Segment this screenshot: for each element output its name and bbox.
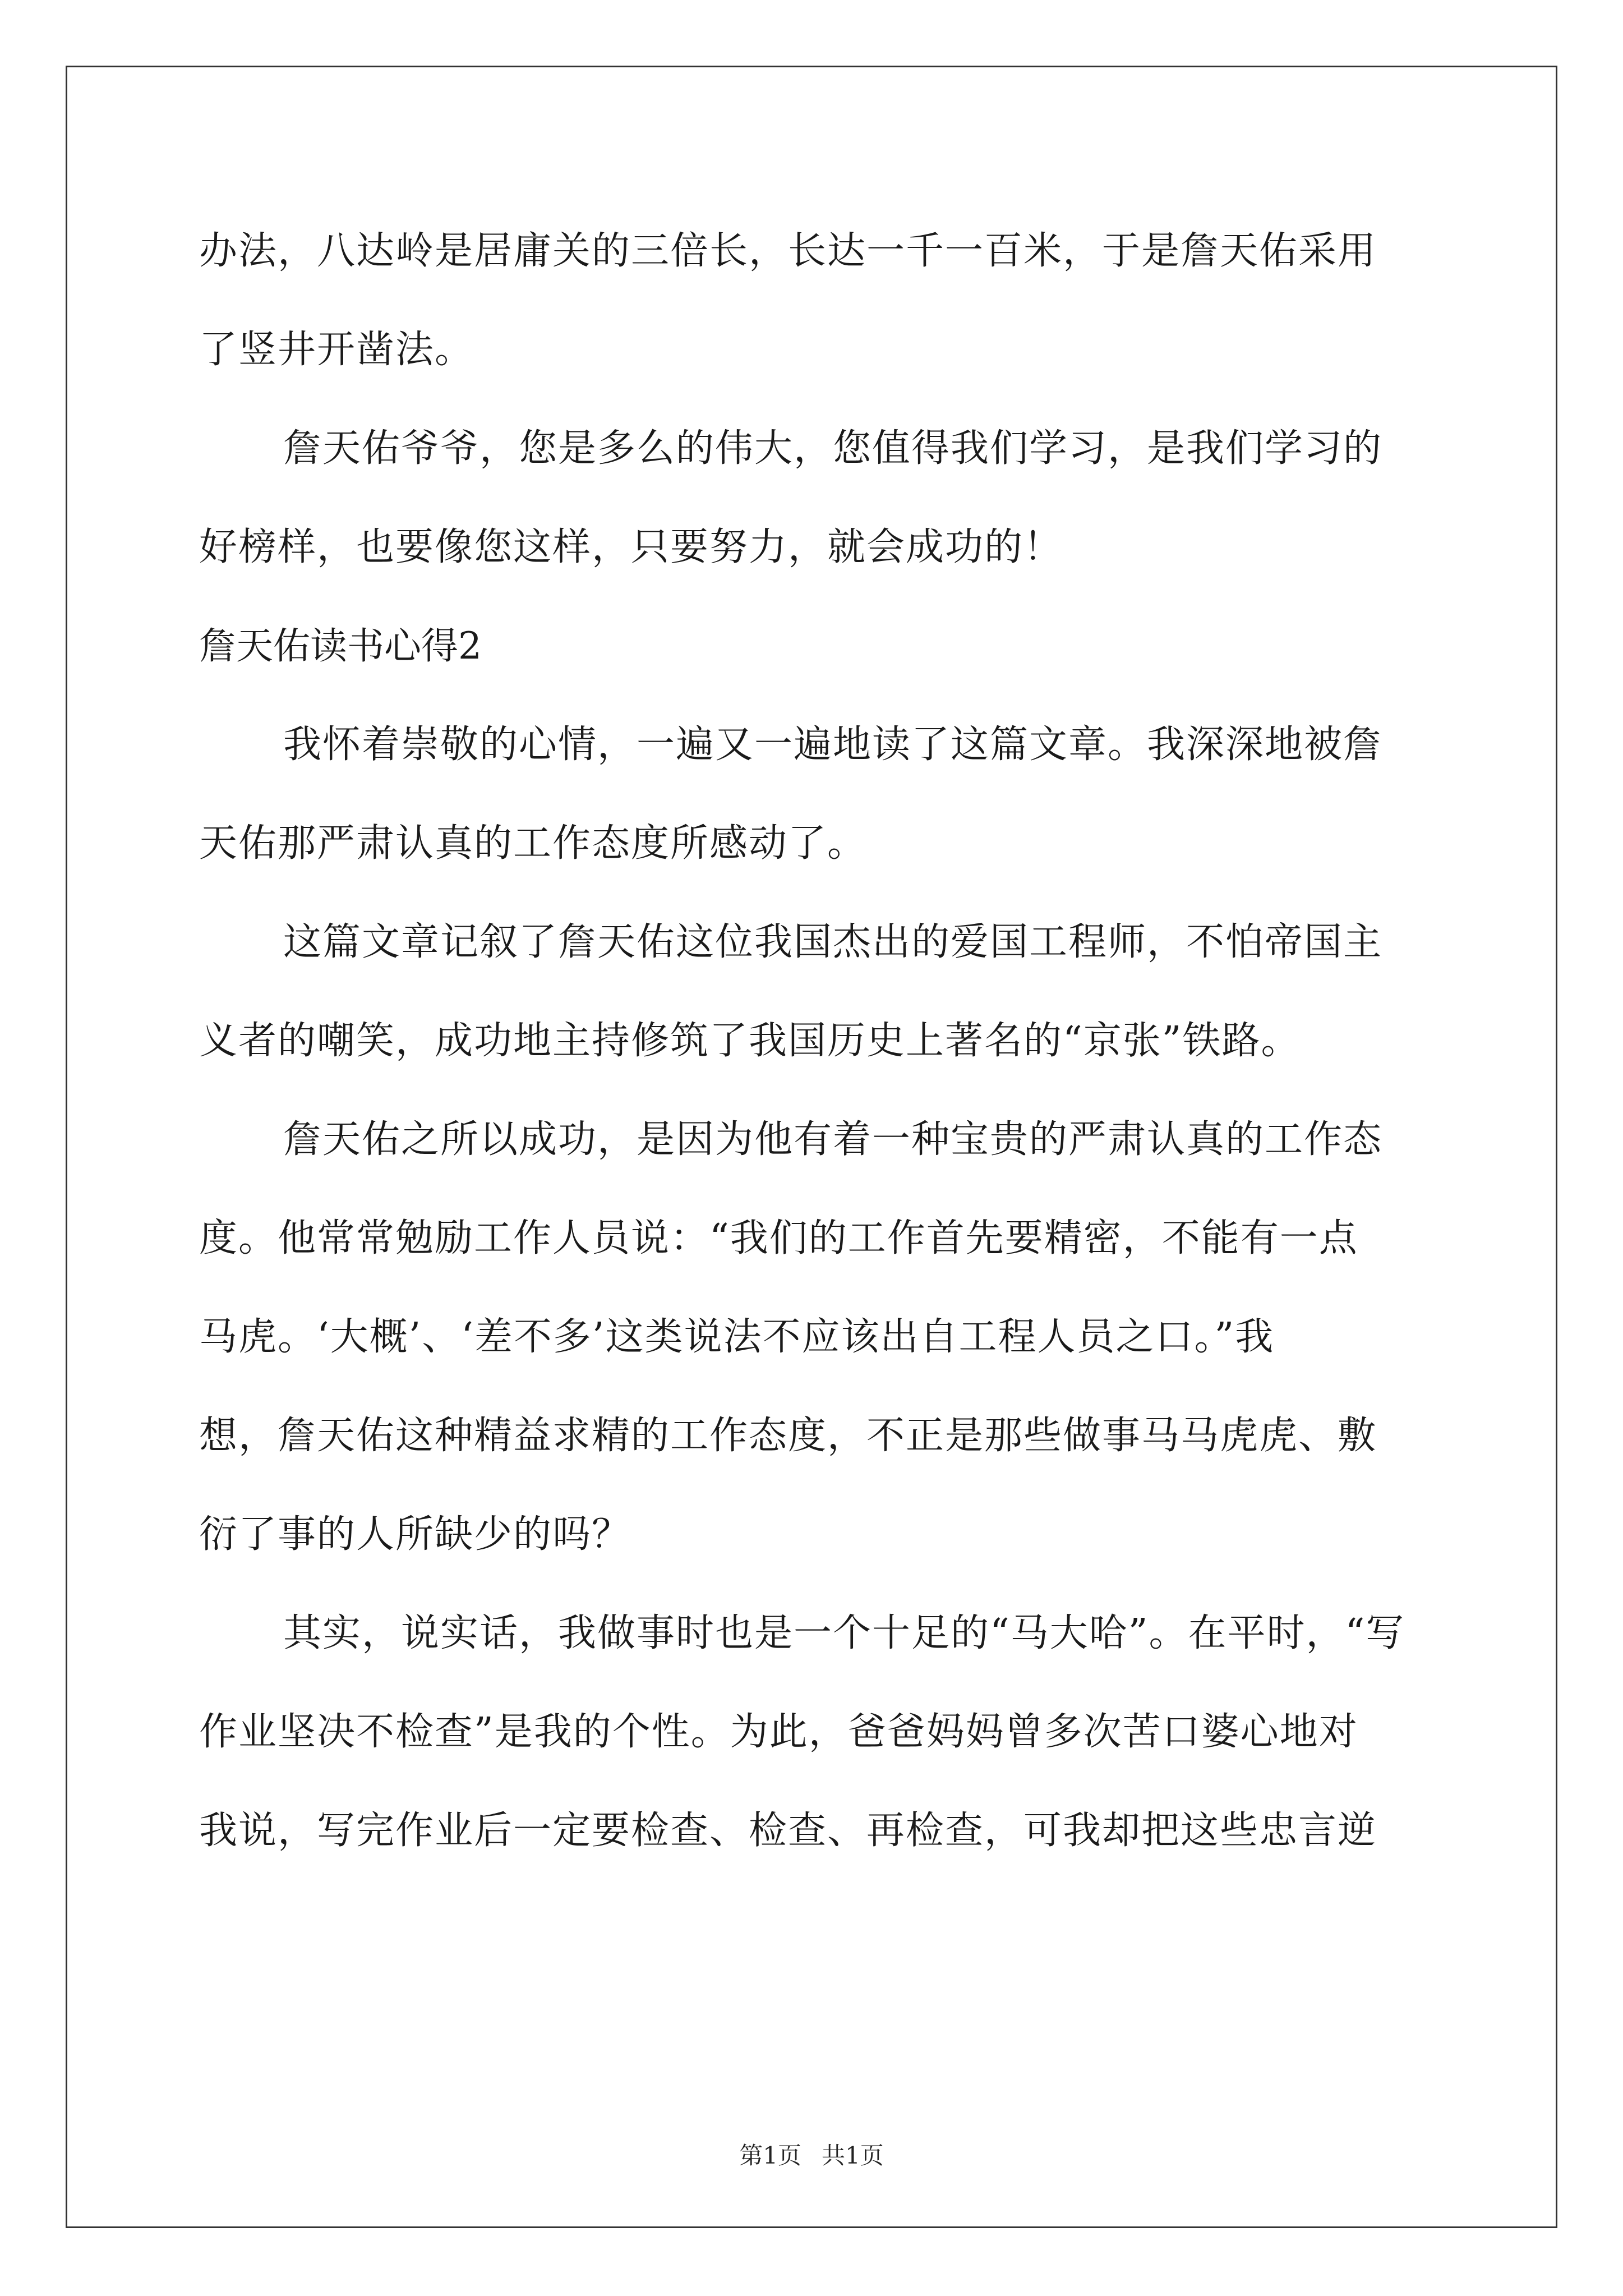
text-line: 作业坚决不检查”是我的个性。为此，爸爸妈妈曾多次苦口婆心地对 xyxy=(199,1710,1358,1754)
paragraph-start: 这篇文章记叙了詹天佑这位我国杰出的爱国工程师，不怕帝国主 xyxy=(283,920,1383,964)
paragraph-start: 我怀着崇敬的心情，一遍又一遍地读了这篇文章。我深深地被詹 xyxy=(283,723,1383,767)
text-line: 想，詹天佑这种精益求精的工作态度，不正是那些做事马马虎虎、敷 xyxy=(199,1414,1377,1458)
text-line: 了竖井开凿法。 xyxy=(199,328,474,372)
text-line: 好榜样，也要像您这样，只要努力，就会成功的！ xyxy=(199,525,1063,569)
paragraph-start: 詹天佑之所以成功，是因为他有着一种宝贵的严肃认真的工作态 xyxy=(283,1117,1383,1162)
document-body xyxy=(199,202,1427,1880)
text-line: 我说，写完作业后一定要检查、检查、再检查，可我却把这些忠言逆 xyxy=(199,1809,1377,1853)
text-line: 义者的嘲笑，成功地主持修筑了我国历史上著名的“京张”铁路。 xyxy=(199,1019,1301,1063)
text-line: 天佑那严肃认真的工作态度所感动了。 xyxy=(199,821,867,866)
section-heading: 詹天佑读书心得2 xyxy=(199,624,482,668)
text-line: 马虎。‘大概’、‘差不多’这类说法不应该出自工程人员之口。”我 xyxy=(199,1315,1275,1359)
paragraph-start: 詹天佑爷爷，您是多么的伟大，您值得我们学习，是我们学习的 xyxy=(283,426,1383,471)
page-total: 共1页 xyxy=(822,2142,884,2169)
paragraph-start: 其实，说实话，我做事时也是一个十足的“马大哈”。在平时，“写 xyxy=(283,1611,1405,1655)
text-line: 度。他常常勉励工作人员说：“我们的工作首先要精密，不能有一点 xyxy=(199,1216,1358,1260)
text-line: 衍了事的人所缺少的吗？ xyxy=(199,1512,631,1557)
page-footer xyxy=(0,2137,1623,2171)
text-line: 办法，八达岭是居庸关的三倍长，长达一千一百米，于是詹天佑采用 xyxy=(199,229,1377,273)
page-number: 第1页 xyxy=(739,2142,801,2169)
